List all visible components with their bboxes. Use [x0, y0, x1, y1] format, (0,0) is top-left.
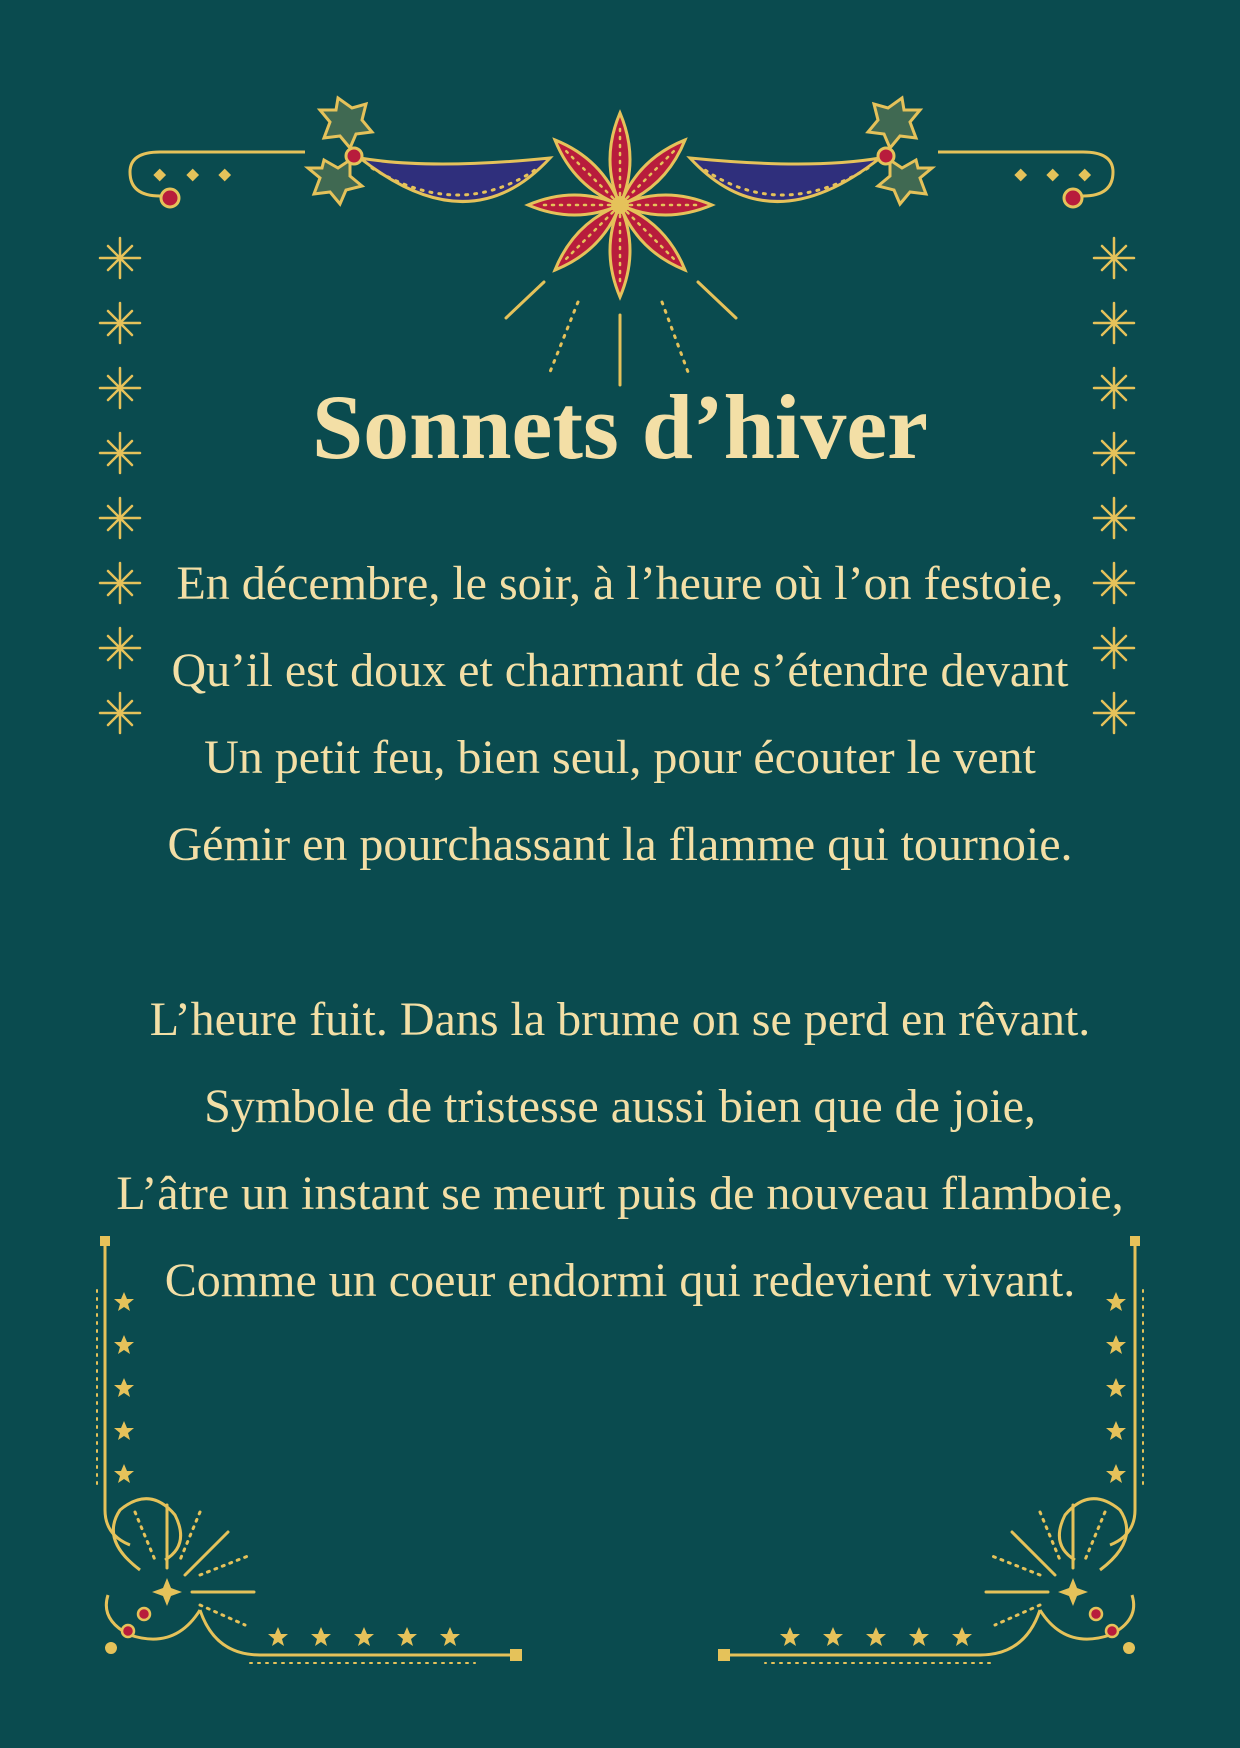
poem-line: Comme un coeur endormi qui redevient vivant. [164, 1254, 1076, 1307]
berry-icon [346, 148, 362, 164]
star-icon [1058, 1578, 1088, 1606]
holly-icon [868, 98, 932, 204]
berry-icon [878, 148, 894, 164]
dot-icon [105, 1642, 117, 1654]
star-icon [152, 1578, 182, 1606]
berry-icon [122, 1625, 134, 1637]
poinsettia-icon [528, 113, 712, 297]
berry-icon [1064, 189, 1082, 207]
garland-swag-left [360, 158, 550, 202]
poem-line: Symbole de tristesse aussi bien que de joie, [204, 1080, 1036, 1133]
poem-line: L’heure fuit. Dans la brume on se perd en rêvant. [149, 993, 1091, 1046]
stanza-2 [0, 976, 1240, 1324]
dot-icon [1123, 1642, 1135, 1654]
berry-icon [1090, 1608, 1102, 1620]
diamond-dots-right [1014, 169, 1091, 182]
page-title: Sonnets d’hiver [312, 376, 928, 478]
stanza-1 [0, 540, 1240, 888]
poem-line: Gémir en pourchassant la flamme qui tournoie. [167, 818, 1073, 871]
poem-line: Qu’il est doux et charmant de s’étendre devant [171, 644, 1069, 697]
berry-icon [1106, 1625, 1118, 1637]
poem-line: Un petit feu, bien seul, pour écouter le vent [204, 731, 1036, 784]
burst-right [986, 1505, 1105, 1625]
diamond-dots-left [153, 169, 231, 182]
holly-icon [308, 98, 372, 204]
garland-swag-right [690, 158, 880, 202]
berry-icon [138, 1608, 150, 1620]
poem-line: En décembre, le soir, à l’heure où l’on festoie, [176, 557, 1064, 610]
star-row-left [268, 1627, 460, 1646]
poem-line: L’âtre un instant se meurt puis de nouveau flamboie, [116, 1167, 1124, 1220]
poem [0, 540, 1240, 1324]
berry-icon [161, 189, 179, 207]
star-row-right [780, 1627, 972, 1646]
burst-left [135, 1505, 254, 1625]
stanza-gap [0, 888, 1240, 976]
